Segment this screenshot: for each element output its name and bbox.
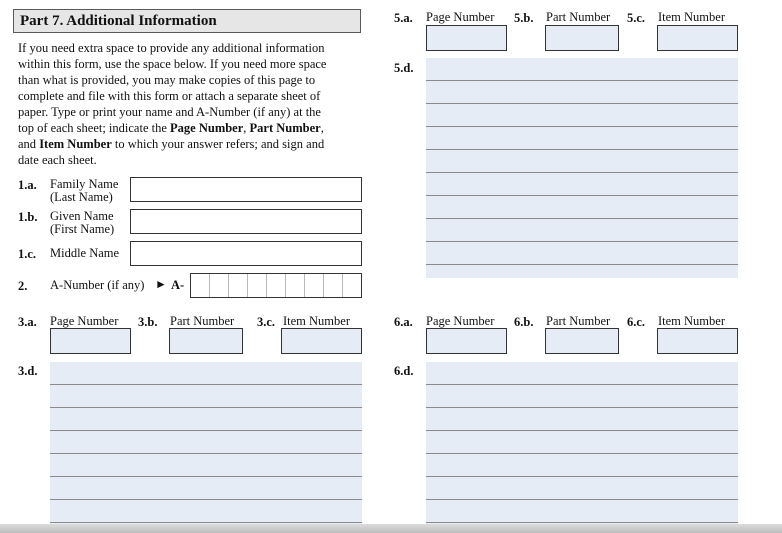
page-number-field-6a[interactable] xyxy=(426,328,507,354)
page-number-field-5a[interactable] xyxy=(426,25,507,51)
item-number-6d: 6.d. xyxy=(394,364,414,378)
instructions-line: within this form, use the space below. If you need more space xyxy=(18,57,327,71)
instructions-emphasis: Part Number xyxy=(249,121,321,135)
instructions-text-part: top of each sheet; indicate the xyxy=(18,121,171,135)
page-number-label: Page Number xyxy=(426,10,495,24)
item-number-6b: 6.b. xyxy=(514,315,534,329)
a-number-digit[interactable] xyxy=(191,274,210,297)
item-number-5c: 5.c. xyxy=(627,11,646,25)
given-name-field[interactable] xyxy=(130,209,362,234)
item-number-6c: 6.c. xyxy=(627,315,646,329)
item-number-label: Item Number xyxy=(283,314,350,328)
a-number-digit[interactable] xyxy=(210,274,229,297)
item-number-5b: 5.b. xyxy=(514,11,534,25)
middle-name-label: Middle Name xyxy=(50,246,120,260)
family-name-label-line2: (Last Name) xyxy=(50,190,113,204)
item-number-field-3c[interactable] xyxy=(281,328,362,354)
given-name-label xyxy=(50,210,114,236)
instructions-line xyxy=(18,136,363,152)
given-name-label-line1: Given Name xyxy=(50,209,114,223)
family-name-label-line1: Family Name xyxy=(50,177,119,191)
page-number-label: Page Number xyxy=(50,314,119,328)
item-number-field-5c[interactable] xyxy=(657,25,738,51)
part-number-label: Part Number xyxy=(546,314,611,328)
instructions-emphasis: Page Number xyxy=(170,121,244,135)
item-number-3a: 3.a. xyxy=(18,315,37,329)
instructions-line: than what is provided, you may make copies of this page to xyxy=(18,73,316,87)
arrow-right-icon: ► xyxy=(155,277,167,291)
page-number-label: Page Number xyxy=(426,314,495,328)
instructions-text-part: , xyxy=(243,121,250,135)
instructions-text-part: and xyxy=(18,137,40,151)
item-number-label: Item Number xyxy=(658,314,725,328)
item-number-5d: 5.d. xyxy=(394,61,414,75)
a-number-digit[interactable] xyxy=(343,274,361,297)
part-number-label: Part Number xyxy=(170,314,235,328)
part-number-field-3b[interactable] xyxy=(169,328,243,354)
a-number-digit[interactable] xyxy=(267,274,286,297)
a-number-digit[interactable] xyxy=(286,274,305,297)
a-number-prefix: A- xyxy=(171,278,185,292)
family-name-label xyxy=(50,178,118,204)
window-bottom-bar xyxy=(0,524,782,533)
a-number-digit[interactable] xyxy=(305,274,324,297)
instructions-line: paper. Type or print your name and A-Number (if any) at the xyxy=(18,105,321,119)
item-number-1b: 1.b. xyxy=(18,210,38,224)
instructions-text-part: , xyxy=(320,121,324,135)
part-number-field-6b[interactable] xyxy=(545,328,619,354)
given-name-label-line2: (First Name) xyxy=(50,222,115,236)
item-number-5a: 5.a. xyxy=(394,11,413,25)
item-number-3c: 3.c. xyxy=(257,315,276,329)
item-number-1a: 1.a. xyxy=(18,178,37,192)
instructions-text-part: to which your answer refers; and sign and xyxy=(111,137,325,151)
additional-info-textarea-3d[interactable] xyxy=(50,362,362,524)
item-number-field-6c[interactable] xyxy=(657,328,738,354)
instructions-emphasis: Item Number xyxy=(39,137,112,151)
item-number-3b: 3.b. xyxy=(138,315,158,329)
instructions-line: complete and file with this form or attach a separate sheet of xyxy=(18,89,321,103)
part-number-label: Part Number xyxy=(546,10,611,24)
additional-info-textarea-6d[interactable] xyxy=(426,362,738,524)
instructions-line: If you need extra space to provide any additional information xyxy=(18,41,325,55)
middle-name-field[interactable] xyxy=(130,241,362,266)
a-number-digit[interactable] xyxy=(248,274,267,297)
part-7-header: Part 7. Additional Information xyxy=(13,9,361,33)
item-number-1c: 1.c. xyxy=(18,247,37,261)
item-number-2: 2. xyxy=(18,279,28,293)
a-number-digit[interactable] xyxy=(229,274,248,297)
instructions-line: date each sheet. xyxy=(18,153,97,167)
a-number-field[interactable] xyxy=(190,273,362,298)
item-number-3d: 3.d. xyxy=(18,364,38,378)
instructions-text xyxy=(18,40,363,168)
item-number-label: Item Number xyxy=(658,10,725,24)
a-number-label: A-Number (if any) xyxy=(50,278,145,292)
page-number-field-3a[interactable] xyxy=(50,328,131,354)
item-number-6a: 6.a. xyxy=(394,315,413,329)
a-number-digit[interactable] xyxy=(324,274,343,297)
family-name-field[interactable] xyxy=(130,177,362,202)
instructions-line xyxy=(18,120,363,136)
part-number-field-5b[interactable] xyxy=(545,25,619,51)
additional-info-textarea-5d[interactable] xyxy=(426,58,738,278)
